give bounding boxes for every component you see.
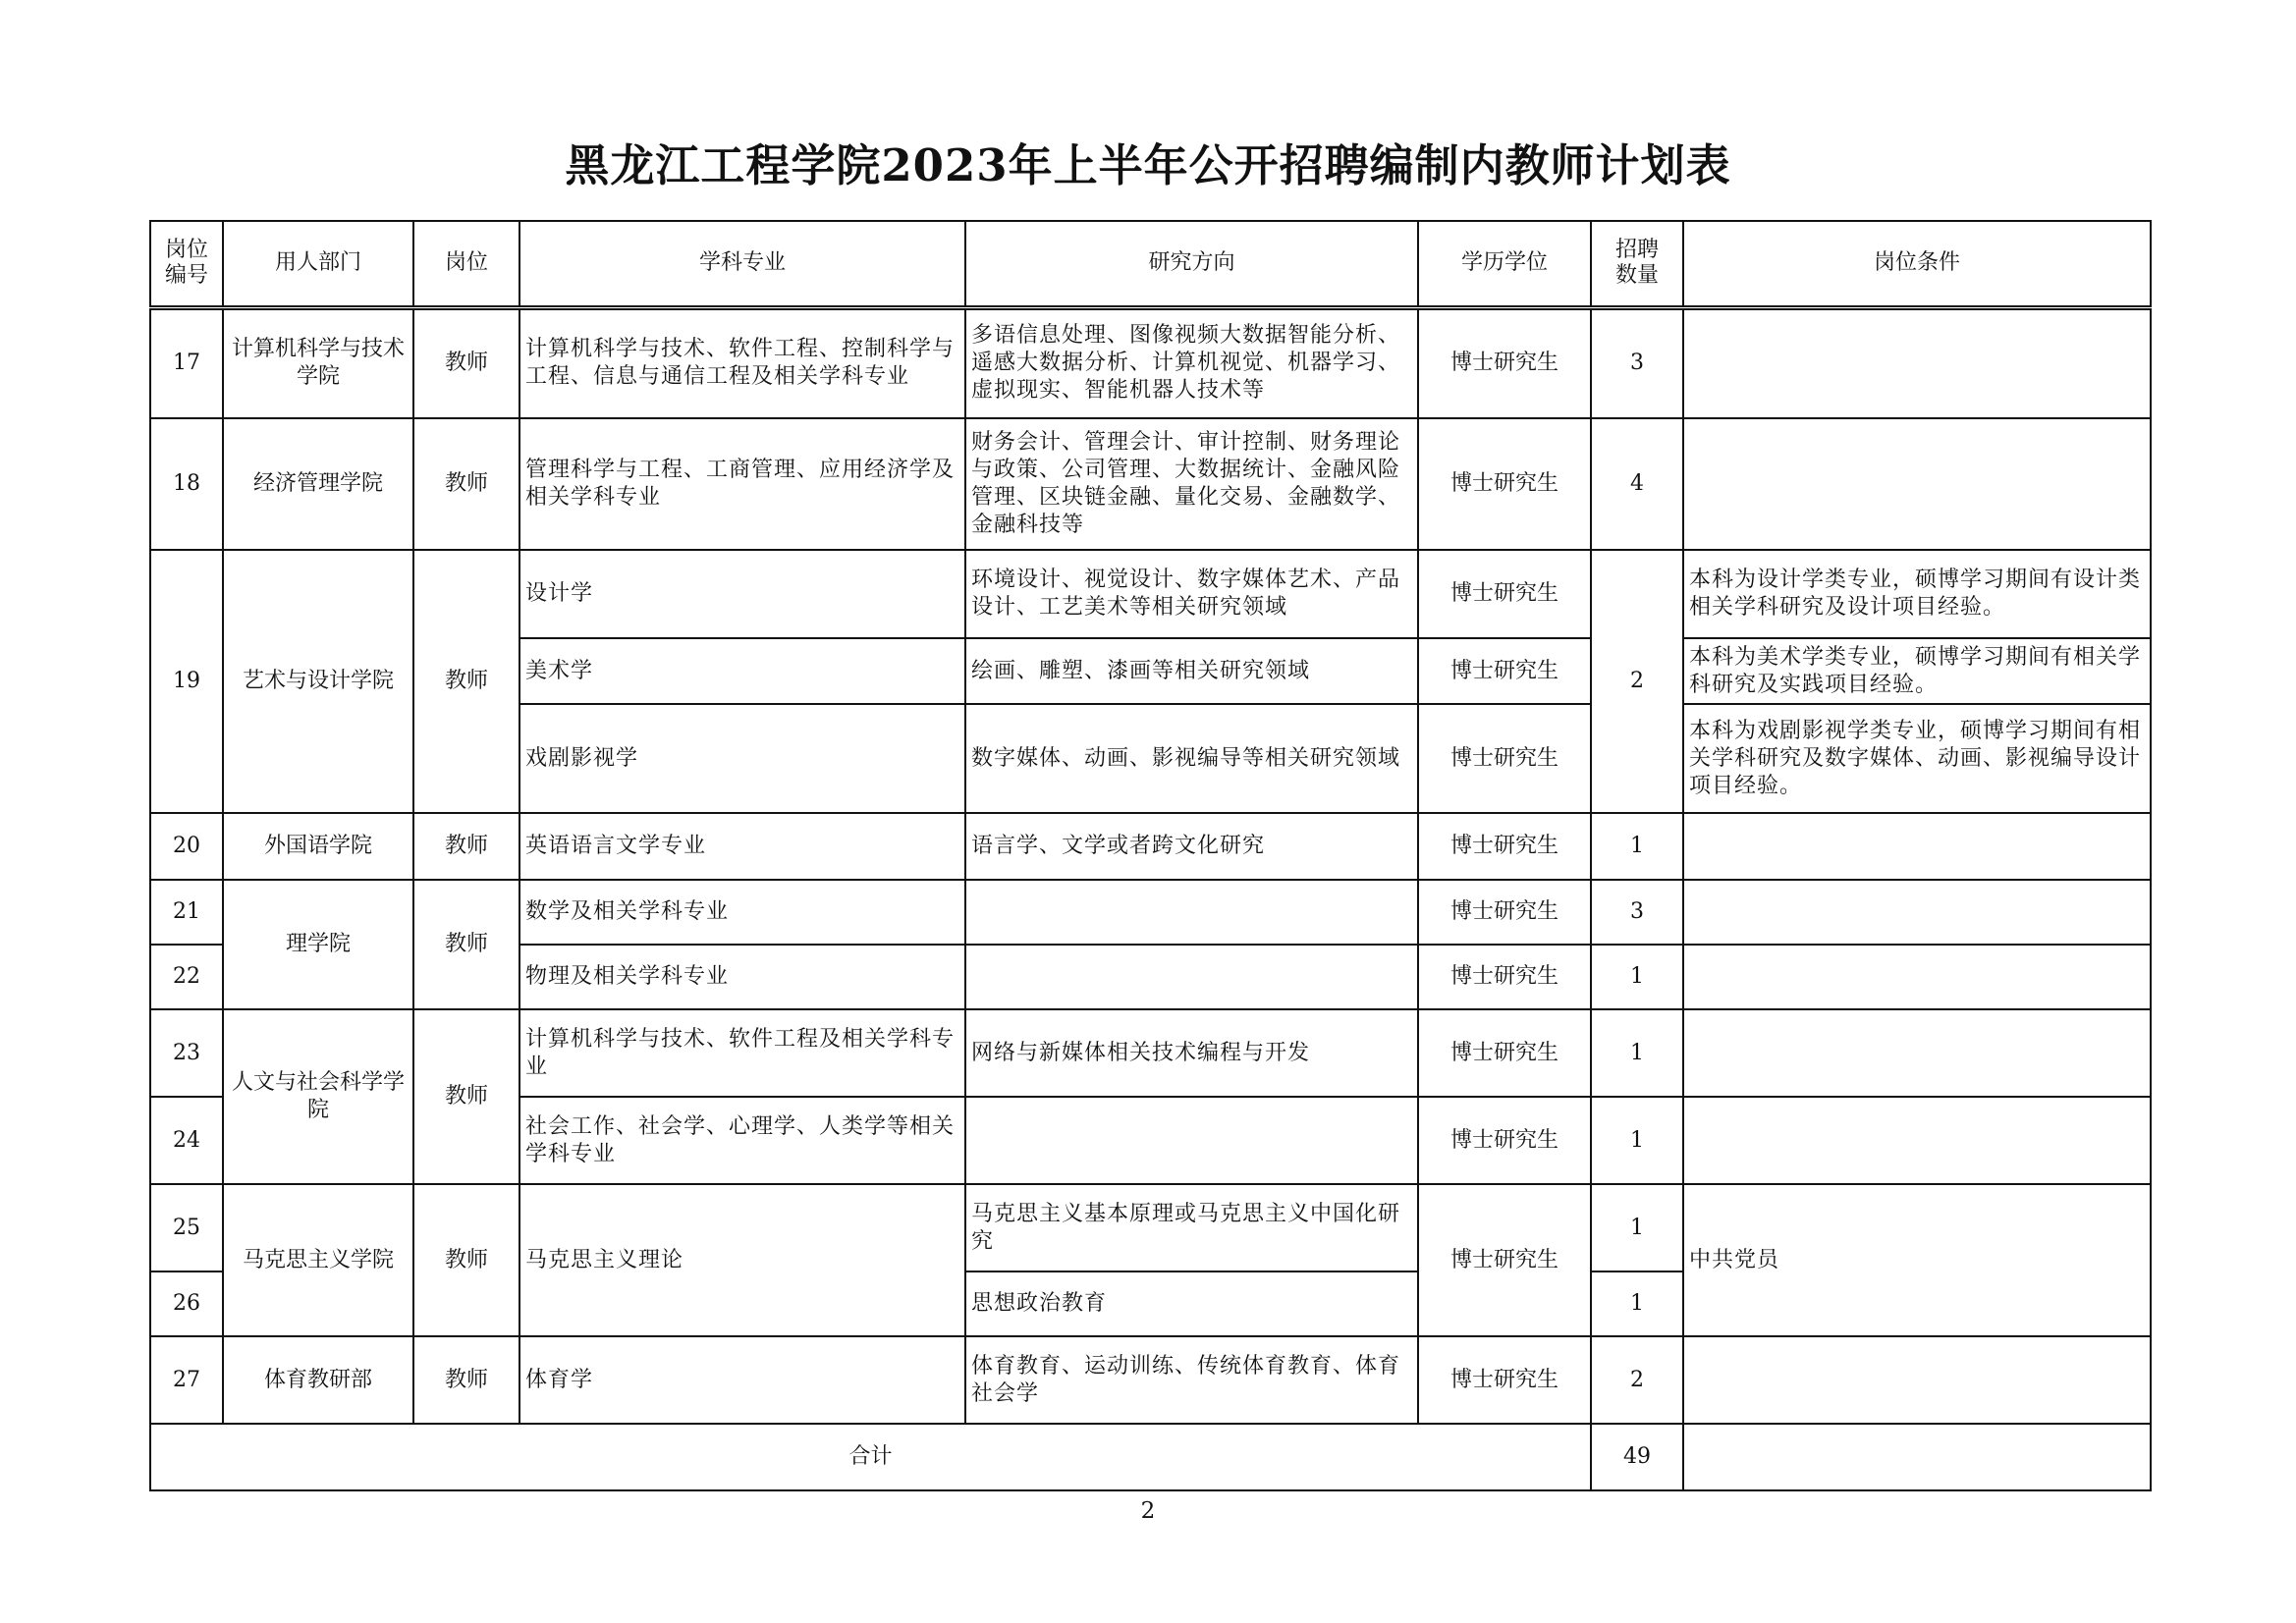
table-row [150, 1009, 2151, 1097]
row-major: 英语语言文学专业 [519, 813, 965, 880]
row-cond: 本科为戏剧影视学类专业，硕博学习期间有相关学科研究及数字媒体、动画、影视编导设计项目经验。 [1683, 704, 2151, 813]
row-research: 思想政治教育 [965, 1271, 1418, 1336]
row-dept: 艺术与设计学院 [223, 550, 413, 813]
header-research: 研究方向 [965, 221, 1418, 307]
row-major: 体育学 [519, 1336, 965, 1424]
row-id: 24 [150, 1097, 223, 1184]
page-number: 2 [1140, 1498, 1156, 1524]
row-count: 1 [1591, 1271, 1683, 1336]
row-count: 1 [1591, 1097, 1683, 1184]
row-major: 数学及相关学科专业 [519, 880, 965, 945]
row-research: 数字媒体、动画、影视编导等相关研究领域 [965, 704, 1418, 813]
row-research: 环境设计、视觉设计、数字媒体艺术、产品设计、工艺美术等相关研究领域 [965, 550, 1418, 638]
row-count: 1 [1591, 1184, 1683, 1271]
row-count: 3 [1591, 880, 1683, 945]
row-degree: 博士研究生 [1418, 1097, 1591, 1184]
row-major: 社会工作、社会学、心理学、人类学等相关学科专业 [519, 1097, 965, 1184]
recruitment-table [149, 220, 2152, 1491]
total-count: 49 [1591, 1424, 1683, 1490]
row-degree: 博士研究生 [1418, 418, 1591, 550]
row-post: 教师 [413, 1009, 519, 1184]
row-major: 计算机科学与技术、软件工程及相关学科专业 [519, 1009, 965, 1097]
row-id: 21 [150, 880, 223, 945]
row-major: 马克思主义理论 [519, 1184, 965, 1336]
row-dept: 经济管理学院 [223, 418, 413, 550]
header-count: 招聘数量 [1591, 221, 1683, 307]
row-dept: 马克思主义学院 [223, 1184, 413, 1336]
row-degree: 博士研究生 [1418, 813, 1591, 880]
header-post: 岗位 [413, 221, 519, 307]
row-dept: 人文与社会科学学院 [223, 1009, 413, 1184]
row-major: 管理科学与工程、工商管理、应用经济学及相关学科专业 [519, 418, 965, 550]
row-post: 教师 [413, 550, 519, 813]
row-post: 教师 [413, 1336, 519, 1424]
row-degree: 博士研究生 [1418, 880, 1591, 945]
row-count: 2 [1591, 550, 1683, 813]
row-cond [1683, 945, 2151, 1009]
row-major: 戏剧影视学 [519, 704, 965, 813]
page-title: 黑龙江工程学院2023年上半年公开招聘编制内教师计划表 [565, 139, 1731, 191]
row-research: 体育教育、运动训练、传统体育教育、体育社会学 [965, 1336, 1418, 1424]
total-label: 合计 [150, 1424, 1591, 1490]
row-cond [1683, 418, 2151, 550]
row-major: 美术学 [519, 638, 965, 704]
row-post: 教师 [413, 880, 519, 1009]
row-major: 计算机科学与技术、软件工程、控制科学与工程、信息与通信工程及相关学科专业 [519, 307, 965, 418]
table-row [150, 418, 2151, 550]
table-row [150, 1184, 2151, 1271]
row-id: 22 [150, 945, 223, 1009]
row-dept: 外国语学院 [223, 813, 413, 880]
row-degree: 博士研究生 [1418, 945, 1591, 1009]
row-count: 1 [1591, 945, 1683, 1009]
row-count: 2 [1591, 1336, 1683, 1424]
row-research: 网络与新媒体相关技术编程与开发 [965, 1009, 1418, 1097]
row-dept: 理学院 [223, 880, 413, 1009]
row-id: 23 [150, 1009, 223, 1097]
row-id: 19 [150, 550, 223, 813]
row-id: 27 [150, 1336, 223, 1424]
row-research: 财务会计、管理会计、审计控制、财务理论与政策、公司管理、大数据统计、金融风险管理、区块链金融、量化交易、金融数学、金融科技等 [965, 418, 1418, 550]
row-research: 绘画、雕塑、漆画等相关研究领域 [965, 638, 1418, 704]
row-degree: 博士研究生 [1418, 1009, 1591, 1097]
header-major: 学科专业 [519, 221, 965, 307]
row-post: 教师 [413, 418, 519, 550]
row-degree: 博士研究生 [1418, 1184, 1591, 1336]
row-count: 1 [1591, 1009, 1683, 1097]
row-id: 25 [150, 1184, 223, 1271]
row-research [965, 1097, 1418, 1184]
row-cond [1683, 1009, 2151, 1097]
row-research: 语言学、文学或者跨文化研究 [965, 813, 1418, 880]
header-dept: 用人部门 [223, 221, 413, 307]
row-post: 教师 [413, 1184, 519, 1336]
row-cond [1683, 1097, 2151, 1184]
row-dept: 计算机科学与技术学院 [223, 307, 413, 418]
row-degree: 博士研究生 [1418, 1336, 1591, 1424]
row-research: 马克思主义基本原理或马克思主义中国化研究 [965, 1184, 1418, 1271]
row-post: 教师 [413, 813, 519, 880]
row-degree: 博士研究生 [1418, 550, 1591, 638]
table-row [150, 880, 2151, 945]
header-cond: 岗位条件 [1683, 221, 2151, 307]
row-cond: 中共党员 [1683, 1184, 2151, 1336]
row-cond [1683, 307, 2151, 418]
row-degree: 博士研究生 [1418, 704, 1591, 813]
row-cond: 本科为美术学类专业，硕博学习期间有相关学科研究及实践项目经验。 [1683, 638, 2151, 704]
row-id: 26 [150, 1271, 223, 1336]
row-id: 17 [150, 307, 223, 418]
total-cond [1683, 1424, 2151, 1490]
row-degree: 博士研究生 [1418, 638, 1591, 704]
row-dept: 体育教研部 [223, 1336, 413, 1424]
row-research: 多语信息处理、图像视频大数据智能分析、遥感大数据分析、计算机视觉、机器学习、虚拟现实、智能机器人技术等 [965, 307, 1418, 418]
row-degree: 博士研究生 [1418, 307, 1591, 418]
header-row [150, 221, 2151, 307]
header-id: 岗位编号 [150, 221, 223, 307]
table-row [150, 307, 2151, 418]
table-row [150, 1336, 2151, 1424]
row-count: 1 [1591, 813, 1683, 880]
row-cond [1683, 1336, 2151, 1424]
row-id: 20 [150, 813, 223, 880]
row-major: 设计学 [519, 550, 965, 638]
row-count: 4 [1591, 418, 1683, 550]
row-cond: 本科为设计学类专业，硕博学习期间有设计类相关学科研究及设计项目经验。 [1683, 550, 2151, 638]
row-research [965, 945, 1418, 1009]
row-id: 18 [150, 418, 223, 550]
total-row [150, 1424, 2151, 1490]
table-row [150, 813, 2151, 880]
row-major: 物理及相关学科专业 [519, 945, 965, 1009]
table-row [150, 550, 2151, 638]
row-research [965, 880, 1418, 945]
row-post: 教师 [413, 307, 519, 418]
header-degree: 学历学位 [1418, 221, 1591, 307]
row-cond [1683, 880, 2151, 945]
row-count: 3 [1591, 307, 1683, 418]
row-cond [1683, 813, 2151, 880]
